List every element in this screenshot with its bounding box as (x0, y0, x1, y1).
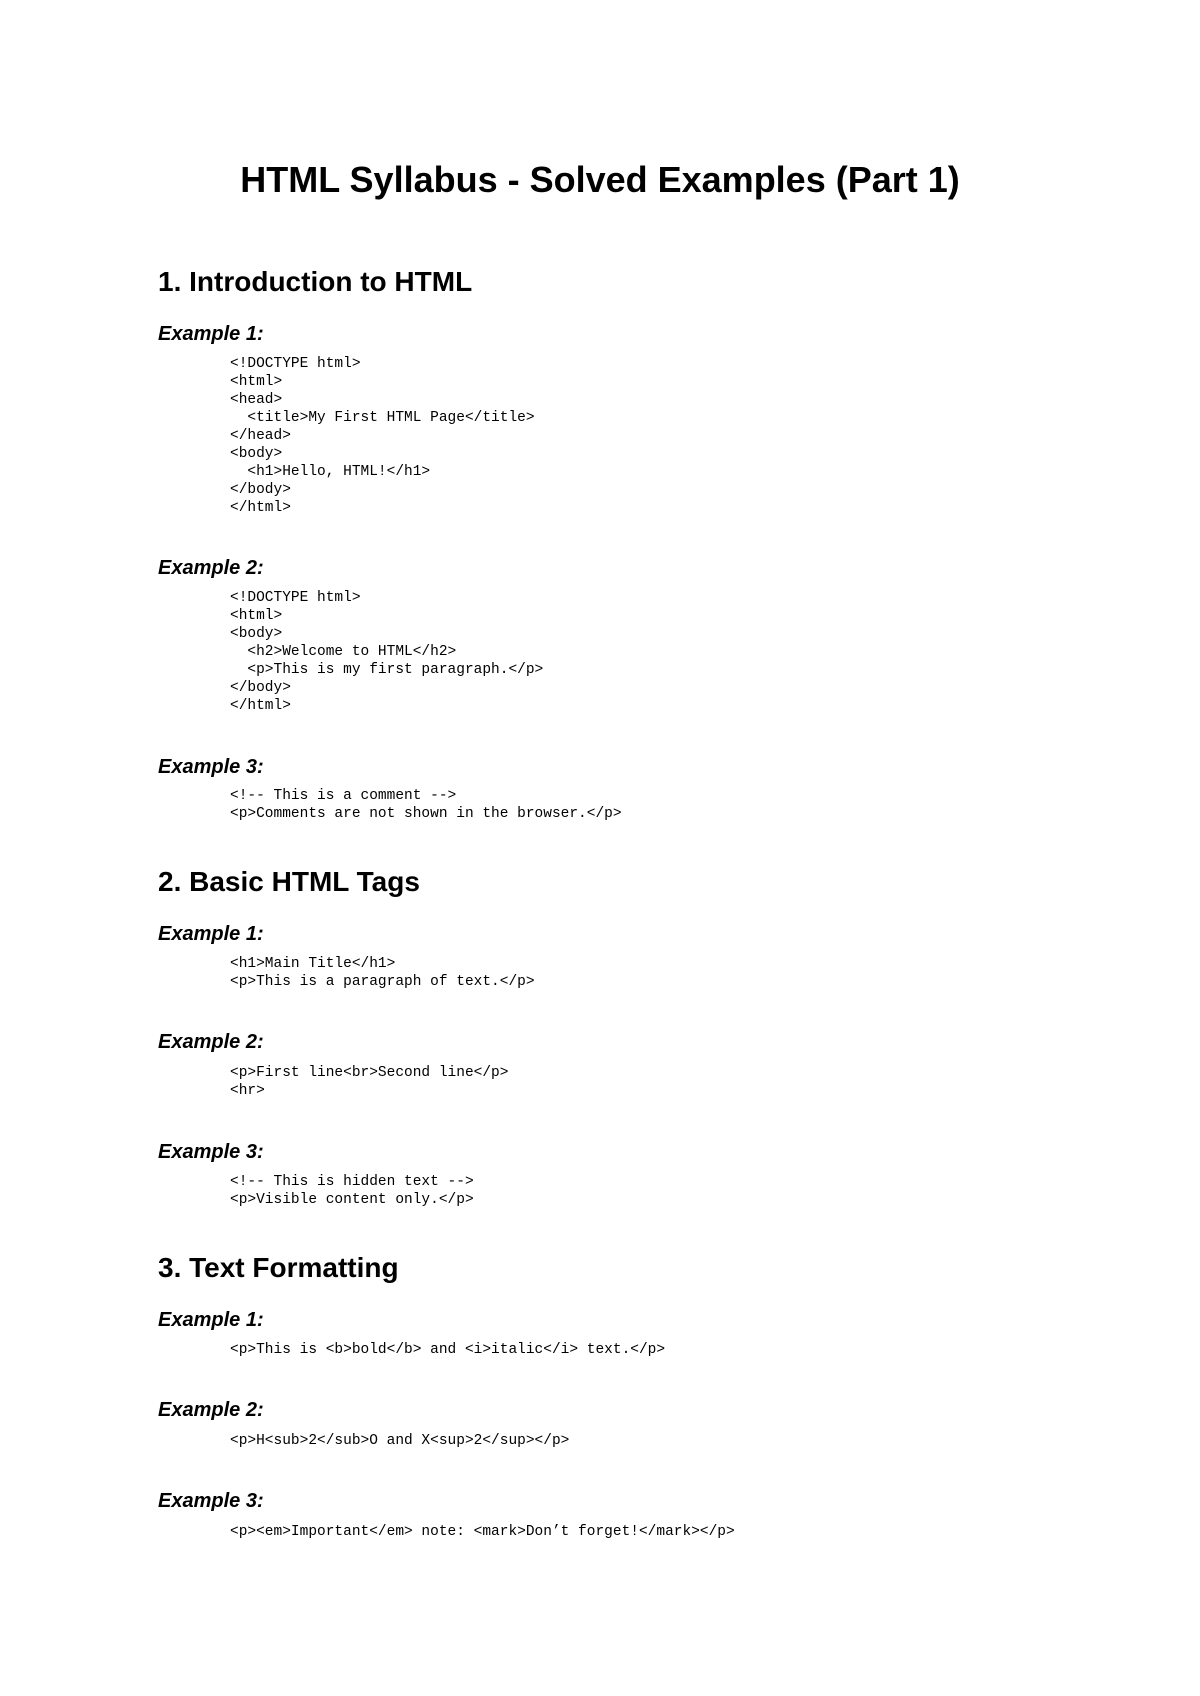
example-label: Example 2: (158, 1031, 264, 1053)
code-block: <!-- This is hidden text --> <p>Visible content only.</p> (230, 1174, 474, 1208)
example-label: Example 2: (158, 557, 264, 579)
example-label: Example 3: (158, 1141, 264, 1163)
example-label: Example 1: (158, 923, 264, 945)
code-block: <!-- This is a comment --> <p>Comments are not shown in the browser.</p> (230, 788, 622, 822)
document-title: HTML Syllabus - Solved Examples (Part 1) (240, 159, 960, 200)
example-label: Example 3: (158, 1490, 264, 1512)
example-label: Example 1: (158, 1309, 264, 1331)
section-heading-basic-tags: 2. Basic HTML Tags (158, 866, 420, 897)
section-heading-introduction: 1. Introduction to HTML (158, 266, 473, 297)
code-block: <!DOCTYPE html> <html> <head> <title>My First HTML Page</title> </head> <body> <h1>Hello, HTML!</h1> </body> </html> (230, 356, 535, 516)
code-block: <p><em>Important</em> note: <mark>Don’t forget!</mark></p> (230, 1524, 735, 1540)
code-block: <p>First line<br>Second line</p> <hr> (230, 1065, 509, 1099)
code-block: <h1>Main Title</h1> <p>This is a paragraph of text.</p> (230, 956, 535, 990)
code-block: <p>This is <b>bold</b> and <i>italic</i> text.</p> (230, 1342, 666, 1358)
section-heading-text-formatting: 3. Text Formatting (158, 1252, 399, 1283)
code-block: <!DOCTYPE html> <html> <body> <h2>Welcome to HTML</h2> <p>This is my first paragraph.</p> </body> </html> (230, 590, 544, 714)
code-block: <p>H<sub>2</sub>O and X<sup>2</sup></p> (230, 1433, 570, 1449)
example-label: Example 3: (158, 756, 264, 778)
example-label: Example 1: (158, 323, 264, 345)
example-label: Example 2: (158, 1399, 264, 1421)
